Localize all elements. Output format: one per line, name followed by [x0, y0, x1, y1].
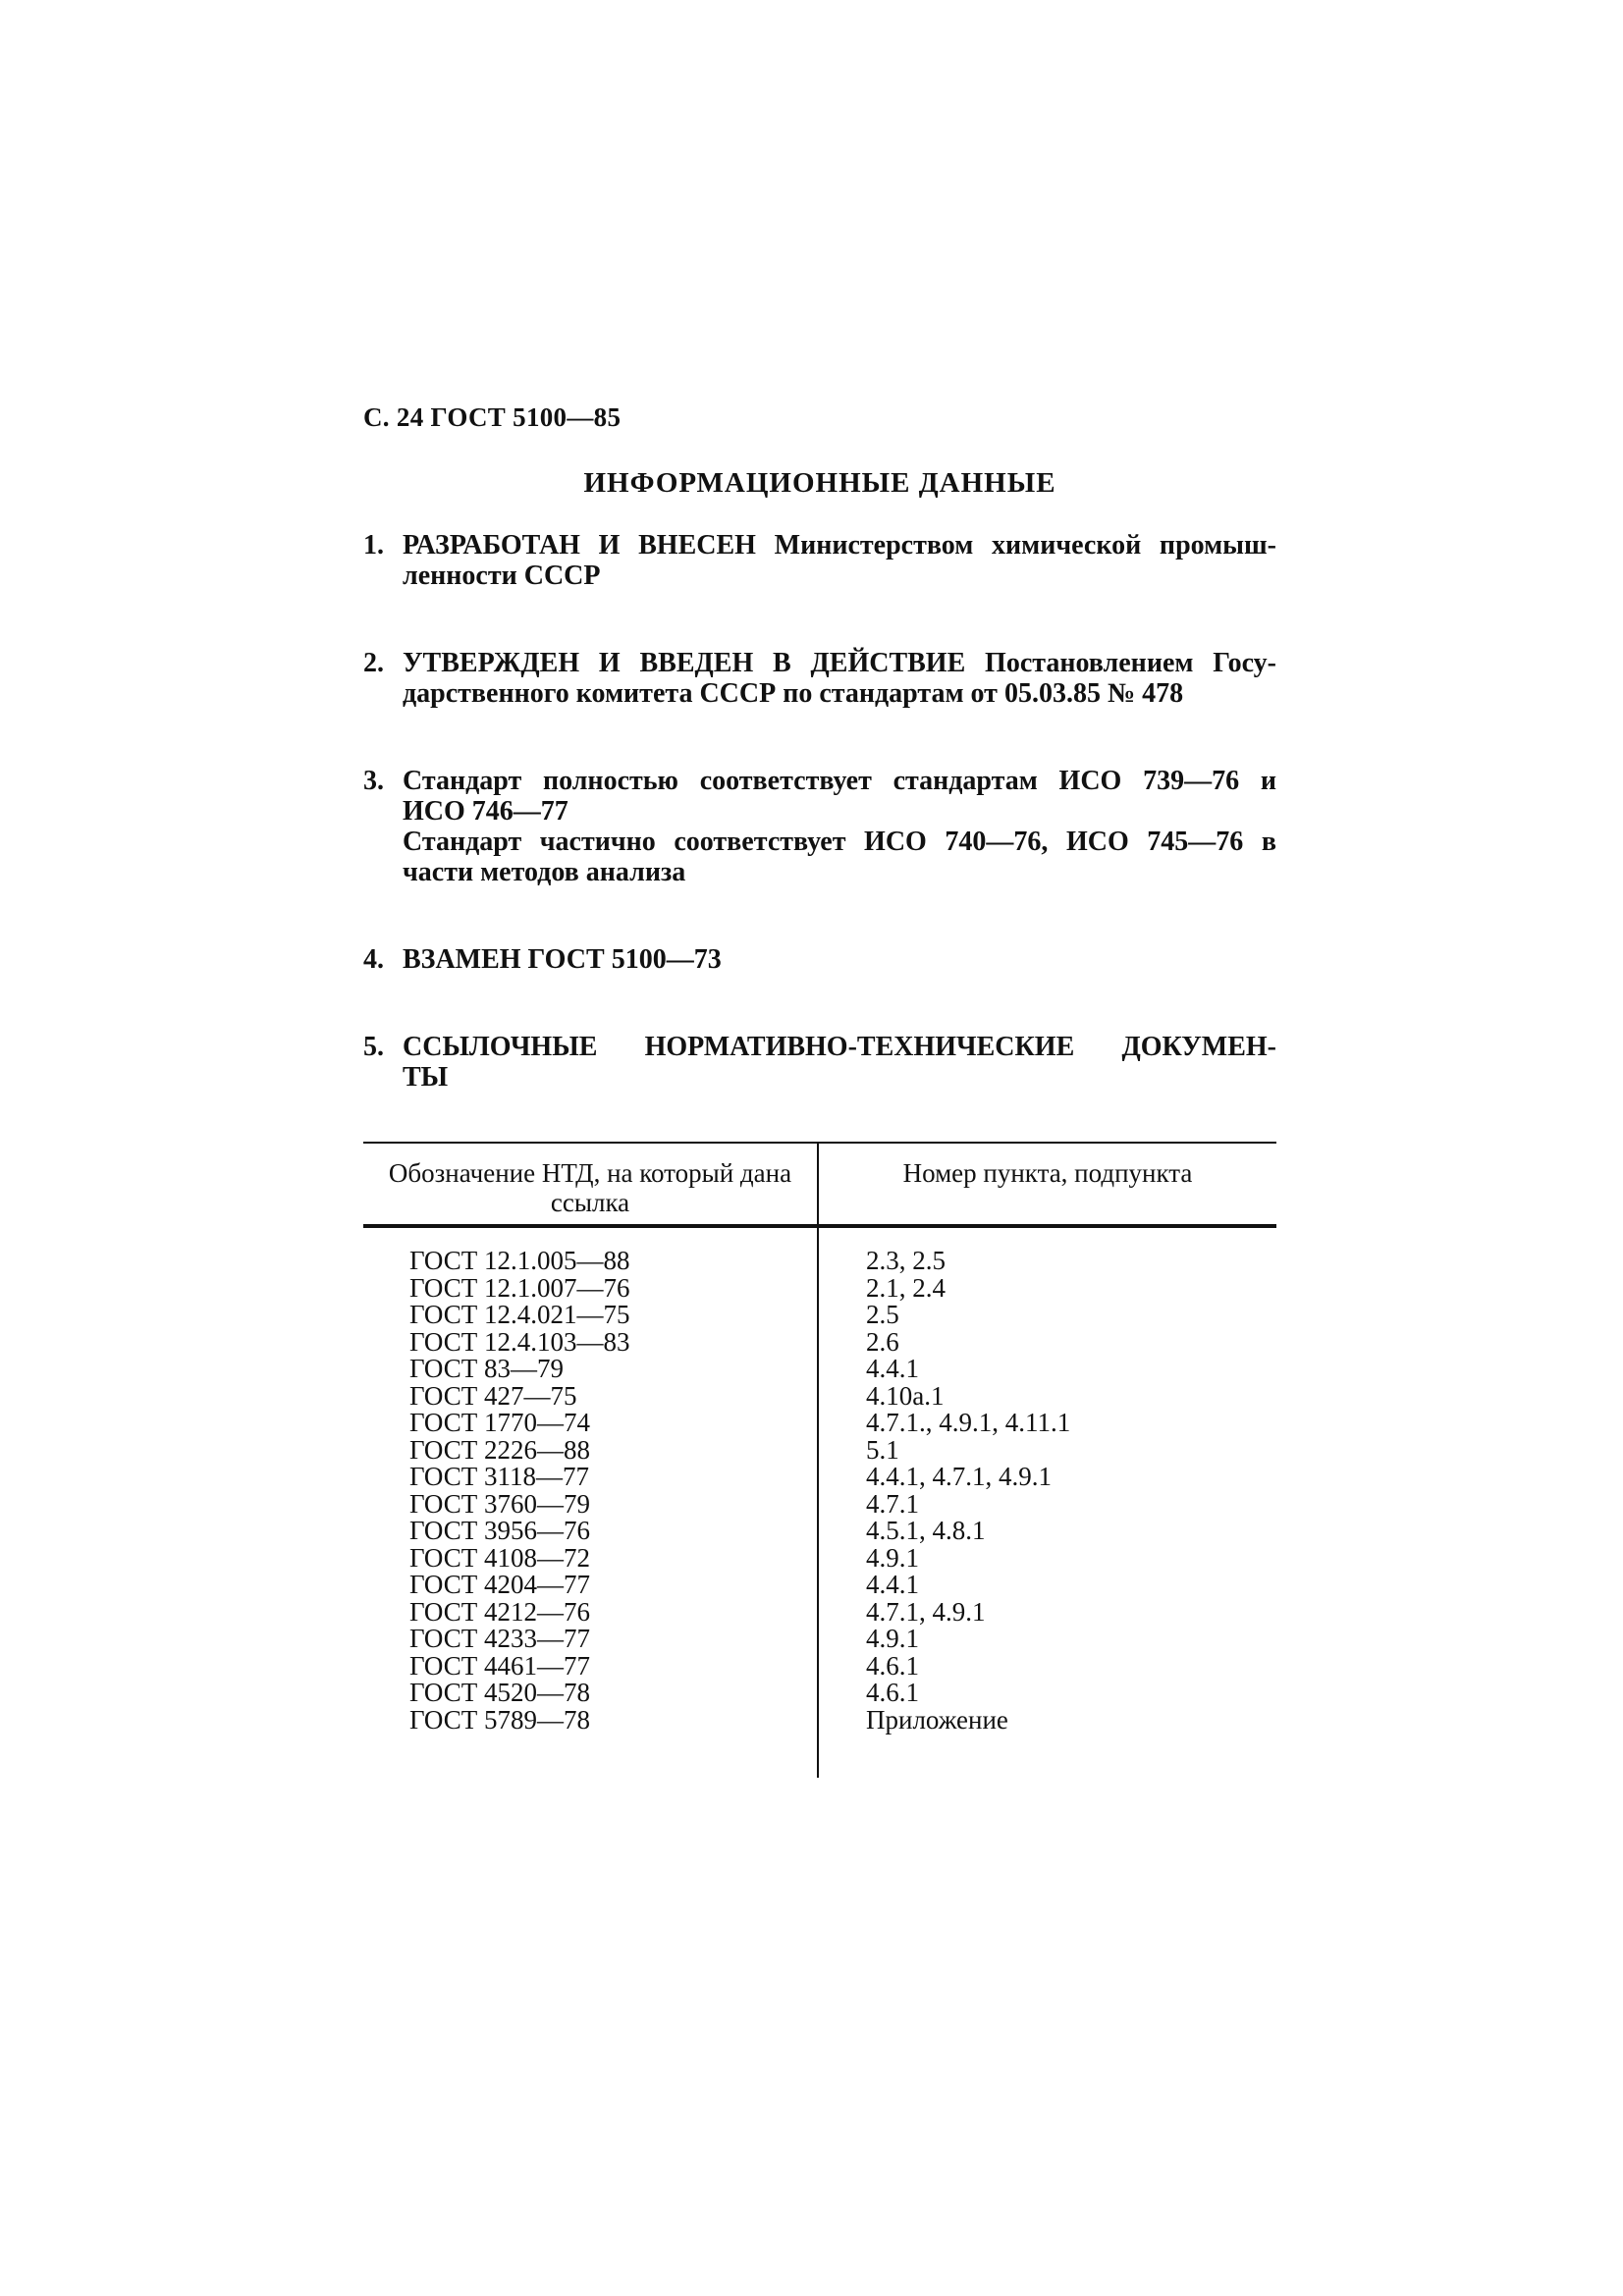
table-cell-document: ГОСТ 12.4.021—75 [409, 1300, 630, 1329]
table-cell-document: ГОСТ 5789—78 [409, 1704, 591, 1735]
item-number: 5. [363, 1032, 384, 1062]
table-cell-clause: 4.9.1 [866, 1542, 919, 1573]
table-cell-clause: 2.5 [866, 1300, 899, 1329]
item-line: ВЗАМЕН ГОСТ 5100—73 [403, 944, 722, 975]
item-line: ленности СССР [403, 561, 601, 591]
table-cell-clause: 4.6.1 [866, 1650, 919, 1681]
table-cell-document: ГОСТ 4233—77 [409, 1624, 591, 1653]
table-header [363, 1142, 1276, 1228]
info-item-3 [363, 766, 1276, 887]
table-cell-document: ГОСТ 4204—77 [409, 1570, 591, 1599]
item-line: Стандарт полностью соответствует стандартам ИСО 739—76 и [403, 766, 1276, 796]
table-cell-document: ГОСТ 427—75 [409, 1380, 577, 1411]
table-cell-document: ГОСТ 3118—77 [409, 1462, 590, 1491]
column-header-clause: Номер пункта, подпункта [902, 1158, 1193, 1188]
item-line: ССЫЛОЧНЫЕ НОРМАТИВНО-ТЕХНИЧЕСКИЕ ДОКУМЕН- [403, 1032, 1276, 1062]
item-line: УТВЕРЖДЕН И ВВЕДЕН В ДЕЙСТВИЕ Постановлением Госу- [403, 648, 1276, 678]
table-cell-clause: 4.9.1 [866, 1624, 919, 1653]
table-cell-clause: 5.1 [866, 1434, 899, 1465]
table-cell-clause: 4.4.1 [866, 1570, 919, 1599]
table-cell-document: ГОСТ 83—79 [409, 1354, 565, 1383]
table-cell-clause: 4.4.1, 4.7.1, 4.9.1 [866, 1462, 1052, 1491]
column-documents [363, 1228, 819, 1778]
table-cell-clause: 4.10а.1 [866, 1380, 945, 1411]
table-cell-document: ГОСТ 12.1.007—76 [409, 1272, 630, 1303]
item-line: РАЗРАБОТАН И ВНЕСЕН Министерством химической промыш- [403, 530, 1276, 561]
table-cell-clause: 2.1, 2.4 [866, 1272, 946, 1303]
column-header-document: Обозначение НТД, на который дана ссылка [363, 1144, 819, 1224]
reference-table [363, 1142, 1276, 1778]
table-cell-clause: 4.4.1 [866, 1354, 919, 1383]
table-cell-document: ГОСТ 3760—79 [409, 1488, 591, 1519]
item-number: 4. [363, 944, 384, 975]
info-item-1 [363, 530, 1276, 591]
table-cell-clause: Приложение [866, 1704, 1008, 1735]
table-cell-clause: 2.6 [866, 1326, 899, 1357]
column-clauses [819, 1228, 1276, 1778]
table-cell-document: ГОСТ 2226—88 [409, 1434, 591, 1465]
table-cell-clause: 4.6.1 [866, 1678, 919, 1707]
item-line: Стандарт частично соответствует ИСО 740—76, ИСО 745—76 в [403, 827, 1276, 857]
table-cell-clause: 2.3, 2.5 [866, 1246, 946, 1275]
section-title: ИНФОРМАЦИОННЫЕ ДАННЫЕ [583, 467, 1056, 499]
document-page [363, 400, 1276, 1778]
table-cell-document: ГОСТ 1770—74 [409, 1408, 591, 1437]
item-number: 2. [363, 648, 384, 678]
item-line: дарственного комитета СССР по стандартам от 05.03.85 № 478 [403, 678, 1184, 709]
table-cell-clause: 4.7.1, 4.9.1 [866, 1596, 986, 1627]
info-item-5 [363, 1032, 1276, 1093]
table-cell-clause: 4.7.1 [866, 1488, 919, 1519]
item-number: 3. [363, 766, 384, 796]
table-cell-document: ГОСТ 4520—78 [409, 1678, 591, 1707]
table-cell-clause: 4.7.1., 4.9.1, 4.11.1 [866, 1408, 1071, 1437]
table-cell-document: ГОСТ 12.4.103—83 [409, 1326, 630, 1357]
item-line: ИСО 746—77 [403, 796, 568, 827]
table-cell-document: ГОСТ 4212—76 [409, 1596, 591, 1627]
item-line: части методов анализа [403, 857, 686, 887]
info-item-2 [363, 648, 1276, 709]
table-cell-document: ГОСТ 3956—76 [409, 1516, 591, 1545]
table-body [363, 1228, 1276, 1778]
table-cell-document: ГОСТ 4461—77 [409, 1650, 591, 1681]
info-item-4 [363, 944, 1276, 975]
table-cell-document: ГОСТ 12.1.005—88 [409, 1246, 630, 1275]
table-cell-clause: 4.5.1, 4.8.1 [866, 1516, 986, 1545]
table-cell-document: ГОСТ 4108—72 [409, 1542, 591, 1573]
page-header: С. 24 ГОСТ 5100—85 [363, 402, 622, 432]
item-line: ТЫ [403, 1062, 449, 1093]
item-number: 1. [363, 530, 384, 561]
